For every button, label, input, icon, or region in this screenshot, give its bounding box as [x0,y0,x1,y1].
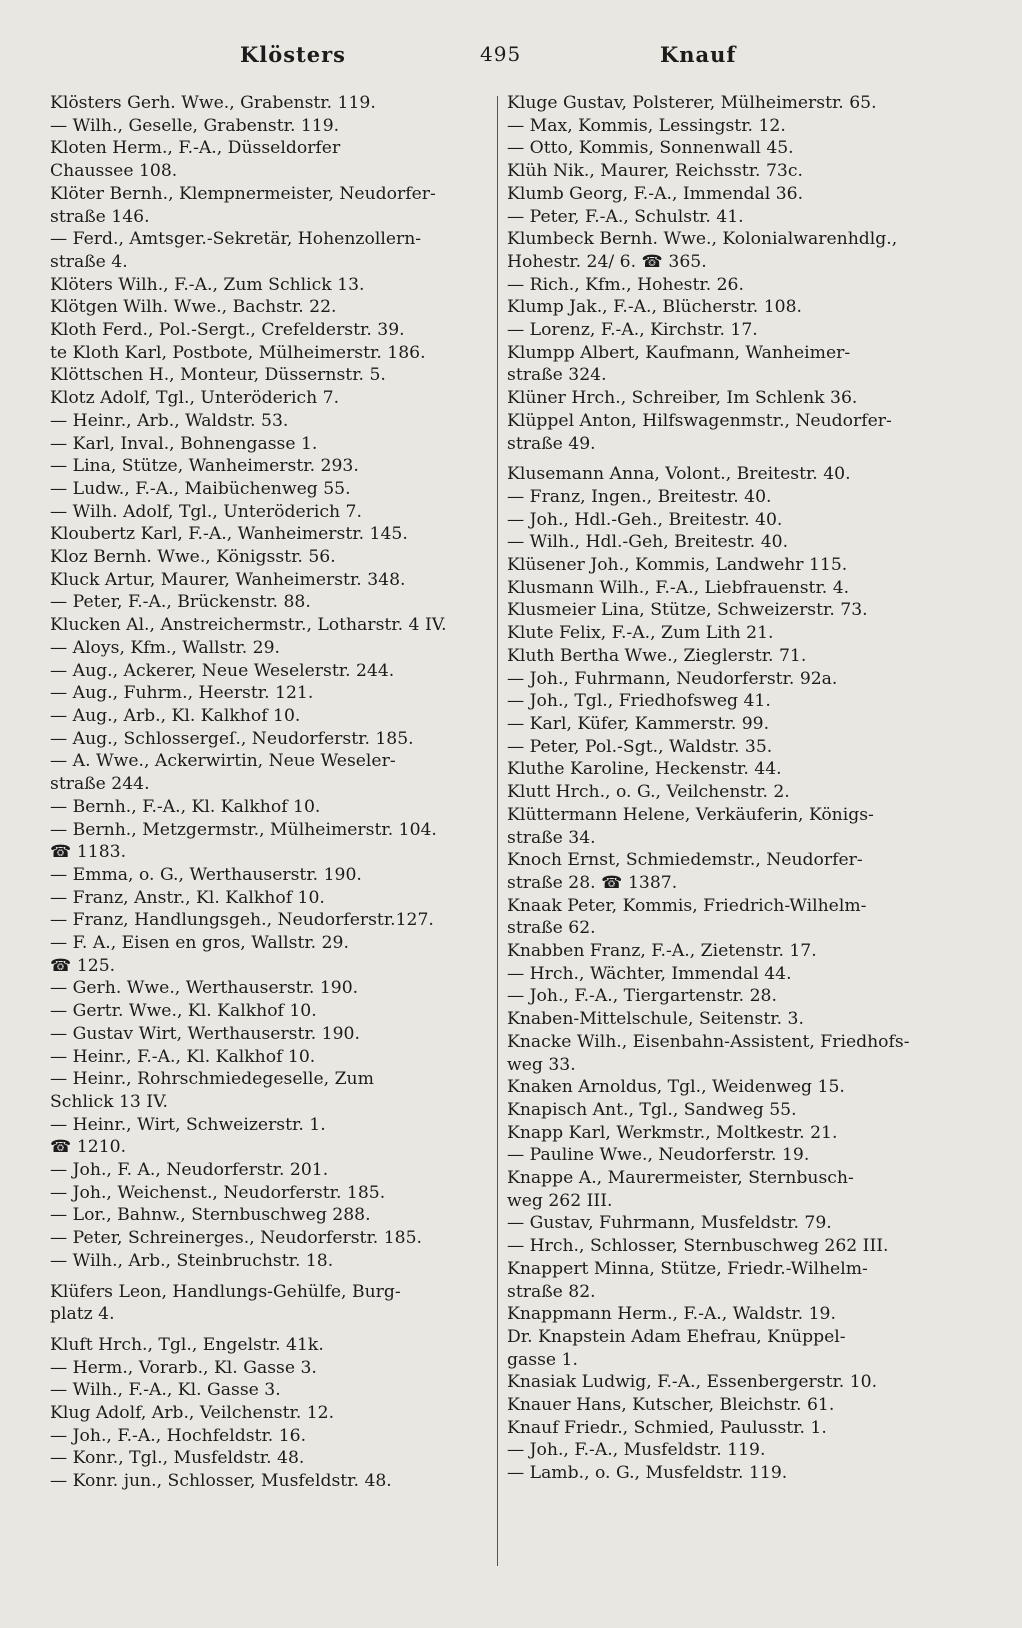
directory-entry: — Hrch., Wächter, Immendal 44. [507,963,792,984]
directory-entry: — Peter, F.-A., Schulstr. 41. [507,206,744,227]
directory-entry: Klüsener Joh., Kommis, Landwehr 115. [507,555,848,576]
directory-entry: platz 4. [50,1304,115,1325]
directory-entry: — Aloys, Kfm., Wallstr. 29. [50,637,280,658]
directory-entry: Kluft Hrch., Tgl., Engelstr. 41k. [50,1334,324,1355]
directory-entry: straße 28. ☎ 1387. [507,872,678,893]
directory-entry: Knacke Wilh., Eisenbahn-Assistent, Friedhofs- [507,1031,910,1052]
directory-entry: weg 262 III. [507,1190,613,1211]
directory-entry: ☎ 1210. [50,1137,127,1158]
directory-entry: — Lamb., o. G., Musfeldstr. 119. [507,1463,788,1484]
directory-entry: — Joh., Weichenst., Neudorferstr. 185. [50,1182,386,1203]
directory-entry: straße 62. [507,918,596,939]
directory-entry: — Hrch., Schlosser, Sternbuschweg 262 III. [507,1236,889,1257]
directory-entry: — Gerh. Wwe., Werthauserstr. 190. [50,978,359,999]
directory-entry: Kluth Bertha Wwe., Zieglerstr. 71. [507,645,807,666]
directory-entry: Klumb Georg, F.-A., Immendal 36. [507,183,804,204]
directory-entry: — Wilh., Arb., Steinbruchstr. 18. [50,1250,334,1271]
directory-entry: Klute Felix, F.-A., Zum Lith 21. [507,623,774,644]
directory-entry: Kluge Gustav, Polsterer, Mülheimerstr. 65. [507,93,877,113]
directory-entry: — Herm., Vorarb., Kl. Gasse 3. [50,1357,317,1378]
directory-entry: — Joh., F.-A., Musfeldstr. 119. [507,1440,766,1461]
directory-entry: — Joh., Tgl., Friedhofsweg 41. [507,691,771,712]
directory-entry: — Lina, Stütze, Wanheimerstr. 293. [50,456,359,477]
directory-entry: Klüh Nik., Maurer, Reichsstr. 73c. [507,161,803,182]
directory-entry: — Karl, Küfer, Kammerstr. 99. [507,713,770,734]
directory-entry: Knasiak Ludwig, F.-A., Essenbergerstr. 10. [507,1372,878,1393]
directory-entry: — Gertr. Wwe., Kl. Kalkhof 10. [50,1001,317,1022]
directory-entry: Klumpp Albert, Kaufmann, Wanheimer- [507,342,851,363]
directory-entry: — Aug., Ackerer, Neue Weselerstr. 244. [50,660,395,681]
directory-entry: — Franz, Anstr., Kl. Kalkhof 10. [50,887,325,908]
directory-entry: Klöters Wilh., F.-A., Zum Schlick 13. [50,274,365,295]
directory-entry: Hohestr. 24/ 6. ☎ 365. [507,251,707,272]
directory-entry: Knoch Ernst, Schmiedemstr., Neudorfer- [507,850,863,871]
directory-entry: Klüttermann Helene, Verkäuferin, Königs- [507,804,874,825]
directory-entry: Klutt Hrch., o. G., Veilchenstr. 2. [507,782,790,803]
directory-entry: Klucken Al., Anstreichermstr., Lotharstr. 4 IV. [50,615,447,636]
directory-entry: — Konr., Tgl., Musfeldstr. 48. [50,1448,305,1469]
directory-entry: gasse 1. [507,1349,578,1370]
directory-entry: — Lor., Bahnw., Sternbuschweg 288. [50,1205,371,1226]
directory-entry: Klösters Gerh. Wwe., Grabenstr. 119. [50,93,376,113]
directory-entry: — Lorenz, F.-A., Kirchstr. 17. [507,320,758,341]
directory-entry: — Franz, Handlungsgeh., Neudorferstr.127. [50,910,434,931]
directory-entry: — Peter, Schreinerges., Neudorferstr. 185. [50,1228,422,1249]
directory-entry: — Bernh., Metzgermstr., Mülheimerstr. 104. [50,819,437,840]
directory-entry: — Ferd., Amtsger.-Sekretär, Hohenzollern- [50,229,422,250]
directory-entry: Knaben-Mittelschule, Seitenstr. 3. [507,1009,804,1030]
directory-entry: — Aug., Arb., Kl. Kalkhof 10. [50,705,301,726]
directory-entry: — F. A., Eisen en gros, Wallstr. 29. [50,933,349,954]
directory-entry: Klusemann Anna, Volont., Breitestr. 40. [507,464,851,485]
directory-entry: Klumbeck Bernh. Wwe., Kolonialwarenhdlg., [507,229,898,250]
directory-entry: — Ludw., F.-A., Maibüchenweg 55. [50,478,351,499]
directory-entry: — Franz, Ingen., Breitestr. 40. [507,486,772,507]
directory-entry: — Emma, o. G., Werthauserstr. 190. [50,864,362,885]
directory-entry: Schlick 13 IV. [50,1091,168,1112]
directory-entry: Kloz Bernh. Wwe., Königsstr. 56. [50,547,336,568]
directory-entry: straße 324. [507,365,607,386]
directory-entry: Knappert Minna, Stütze, Friedr.-Wilhelm- [507,1258,868,1279]
directory-entry: — Heinr., Arb., Waldstr. 53. [50,410,289,431]
directory-entry: — Peter, F.-A., Brückenstr. 88. [50,592,311,613]
directory-entry: straße 4. [50,251,128,272]
left-column [50,92,490,1493]
directory-entry: — Peter, Pol.-Sgt., Waldstr. 35. [507,736,773,757]
directory-entry: — Joh., Hdl.-Geh., Breitestr. 40. [507,509,783,530]
directory-entry: — Karl, Inval., Bohnengasse 1. [50,433,318,454]
directory-entry: Knaken Arnoldus, Tgl., Weidenweg 15. [507,1077,845,1098]
right-column [507,92,969,1485]
directory-entry: Kloubertz Karl, F.-A., Wanheimerstr. 145. [50,524,408,545]
directory-entry: — Wilh., Geselle, Grabenstr. 119. [50,115,340,136]
directory-entry: — Gustav Wirt, Werthauserstr. 190. [50,1023,360,1044]
directory-entry: Knapp Karl, Werkmstr., Moltkestr. 21. [507,1122,838,1143]
directory-entry: straße 49. [507,433,596,454]
directory-entry: Klüfers Leon, Handlungs-Gehülfe, Burg- [50,1281,401,1302]
directory-entry: Klusmeier Lina, Stütze, Schweizerstr. 73. [507,600,868,621]
directory-entry: Kloten Herm., F.-A., Düsseldorfer [50,138,341,159]
header-right-keyword: Knauf [660,42,737,67]
page-number: 495 [480,42,522,66]
directory-entry: Knauer Hans, Kutscher, Bleichstr. 61. [507,1395,835,1416]
directory-entry: — Joh., F. A., Neudorferstr. 201. [50,1160,329,1181]
header-left-keyword: Klösters [240,42,347,67]
directory-entry: straße 146. [50,206,150,227]
directory-entry: — Joh., F.-A., Hochfeldstr. 16. [50,1425,307,1446]
directory-entry: Klump Jak., F.-A., Blücherstr. 108. [507,297,802,318]
directory-entry: — Wilh. Adolf, Tgl., Unteröderich 7. [50,501,362,522]
directory-entry: Chaussee 108. [50,161,178,182]
directory-entry: — Heinr., F.-A., Kl. Kalkhof 10. [50,1046,316,1067]
directory-entry: — Konr. jun., Schlosser, Musfeldstr. 48. [50,1471,392,1492]
directory-entry: Klug Adolf, Arb., Veilchenstr. 12. [50,1403,335,1424]
directory-entry: Knaak Peter, Kommis, Friedrich-Wilhelm- [507,895,867,916]
directory-entry: Kluthe Karoline, Heckenstr. 44. [507,759,782,780]
directory-entry: Knapisch Ant., Tgl., Sandweg 55. [507,1099,797,1120]
directory-entry: Klüppel Anton, Hilfswagenmstr., Neudorfer- [507,410,892,431]
directory-entry: — Gustav, Fuhrmann, Musfeldstr. 79. [507,1213,832,1234]
directory-entry: — Pauline Wwe., Neudorferstr. 19. [507,1145,810,1166]
directory-entry: Knabben Franz, F.-A., Zietenstr. 17. [507,941,817,962]
directory-entry: — A. Wwe., Ackerwirtin, Neue Weseler- [50,751,396,772]
directory-entry: — Aug., Schlossergeſ., Neudorferstr. 185. [50,728,414,749]
directory-entry: te Kloth Karl, Postbote, Mülheimerstr. 186. [50,342,426,363]
directory-entry: — Otto, Kommis, Sonnenwall 45. [507,138,794,159]
directory-entry: Klüner Hrch., Schreiber, Im Schlenk 36. [507,388,858,409]
directory-entry: Klötgen Wilh. Wwe., Bachstr. 22. [50,297,337,318]
directory-entry: — Aug., Fuhrm., Heerstr. 121. [50,683,314,704]
directory-entry: Klotz Adolf, Tgl., Unteröderich 7. [50,388,340,409]
directory-entry: straße 244. [50,774,150,795]
directory-entry: weg 33. [507,1054,576,1075]
directory-entry: straße 34. [507,827,596,848]
directory-entry: Kluck Artur, Maurer, Wanheimerstr. 348. [50,569,406,590]
directory-entry: — Wilh., Hdl.-Geh, Breitestr. 40. [507,532,789,553]
directory-entry: Knauf Friedr., Schmied, Paulusstr. 1. [507,1417,827,1438]
directory-entry: — Joh., Fuhrmann, Neudorferstr. 92a. [507,668,838,689]
directory-entry: Kloth Ferd., Pol.-Sergt., Crefelderstr. 39. [50,320,405,341]
directory-entry: — Joh., F.-A., Tiergartenstr. 28. [507,986,777,1007]
directory-entry: — Heinr., Rohrschmiedegeselle, Zum [50,1069,374,1090]
directory-entry: — Wilh., F.-A., Kl. Gasse 3. [50,1380,281,1401]
directory-entry: Knappe A., Maurermeister, Sternbusch- [507,1168,854,1189]
directory-entry: Klöttschen H., Monteur, Düssernstr. 5. [50,365,386,386]
directory-entry: Klusmann Wilh., F.-A., Liebfrauenstr. 4. [507,577,850,598]
page-header [0,42,1022,76]
directory-entry: Dr. Knapstein Adam Ehefrau, Knüppel- [507,1326,846,1347]
directory-entry: Klöter Bernh., Klempnermeister, Neudorfer- [50,183,436,204]
column-divider [497,96,498,1566]
directory-entry: ☎ 125. [50,955,116,976]
directory-entry: — Heinr., Wirt, Schweizerstr. 1. [50,1114,326,1135]
directory-entry: — Bernh., F.-A., Kl. Kalkhof 10. [50,796,321,817]
directory-entry: — Rich., Kfm., Hohestr. 26. [507,274,744,295]
directory-entry: Knappmann Herm., F.-A., Waldstr. 19. [507,1304,836,1325]
directory-entry: straße 82. [507,1281,596,1302]
directory-entry: — Max, Kommis, Lessingstr. 12. [507,115,786,136]
directory-entry: ☎ 1183. [50,842,127,863]
